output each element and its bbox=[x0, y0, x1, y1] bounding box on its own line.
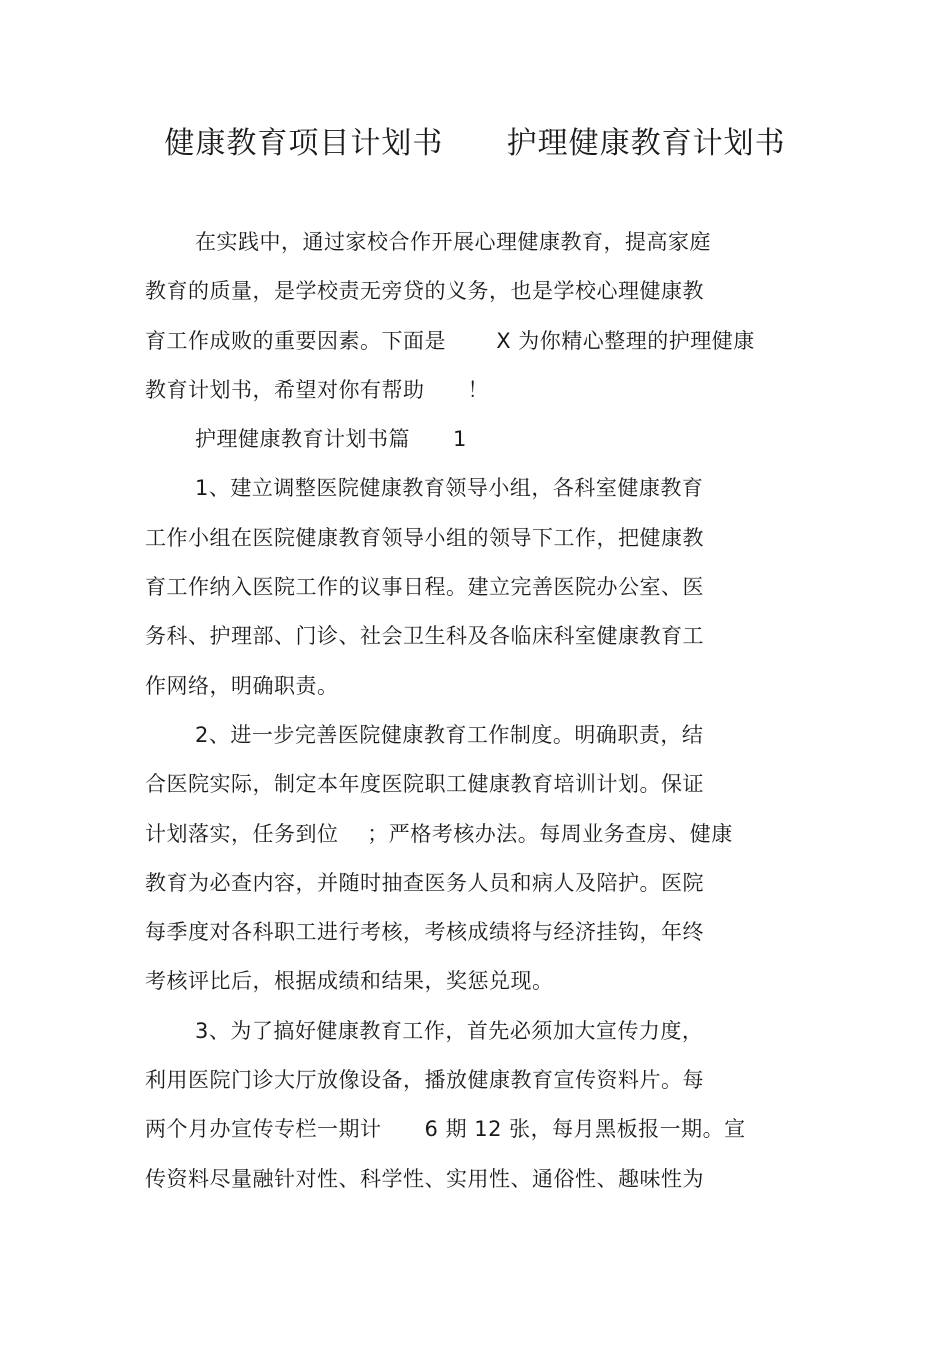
body-line: 合医院实际，制定本年度医院职工健康教育培训计划。保证 bbox=[145, 772, 704, 797]
body-line: 工作小组在医院健康教育领导小组的领导下工作，把健康教 bbox=[145, 525, 704, 550]
body-line: 每季度对各科职工进行考核，考核成绩将与经济挂钩，年终 bbox=[145, 920, 704, 945]
body-line: 护理健康教育计划书篇 1 bbox=[195, 427, 467, 452]
document-title: 健康教育项目计划书 护理健康教育计划书 bbox=[164, 126, 786, 161]
body-line: 两个月办宣传专栏一期计 6 期 12 张，每月黑板报一期。宣 bbox=[145, 1117, 746, 1142]
body-line: 3、为了搞好健康教育工作，首先必须加大宣传力度， bbox=[195, 1018, 704, 1043]
body-line: 育工作成败的重要因素。下面是 X 为你精心整理的护理健康 bbox=[145, 328, 755, 353]
body-line: 考核评比后，根据成绩和结果，奖惩兑现。 bbox=[145, 969, 554, 994]
body-line: 作网络，明确职责。 bbox=[145, 673, 339, 698]
body-line: 计划落实，任务到位 ；严格考核办法。每周业务查房、健康 bbox=[145, 821, 733, 846]
body-line: 1、建立调整医院健康教育领导小组，各科室健康教育 bbox=[195, 476, 704, 501]
body-line: 利用医院门诊大厅放像设备，播放健康教育宣传资料片。每 bbox=[145, 1068, 704, 1093]
body-line: 教育为必查内容，并随时抽查医务人员和病人及陪护。医院 bbox=[145, 870, 704, 895]
body-line: 教育的质量，是学校责无旁贷的义务，也是学校心理健康教 bbox=[145, 279, 704, 304]
body-line: 2、进一步完善医院健康教育工作制度。明确职责，结 bbox=[195, 722, 704, 747]
body-line: 育工作纳入医院工作的议事日程。建立完善医院办公室、医 bbox=[145, 575, 704, 600]
body-line: 务科、护理部、门诊、社会卫生科及各临床科室健康教育工 bbox=[145, 624, 704, 649]
body-line: 传资料尽量融针对性、科学性、实用性、通俗性、趣味性为 bbox=[145, 1166, 704, 1191]
body-line: 教育计划书，希望对你有帮助 ！ bbox=[145, 377, 490, 402]
body-line: 在实践中，通过家校合作开展心理健康教育，提高家庭 bbox=[195, 230, 711, 254]
document-body bbox=[145, 218, 785, 1204]
